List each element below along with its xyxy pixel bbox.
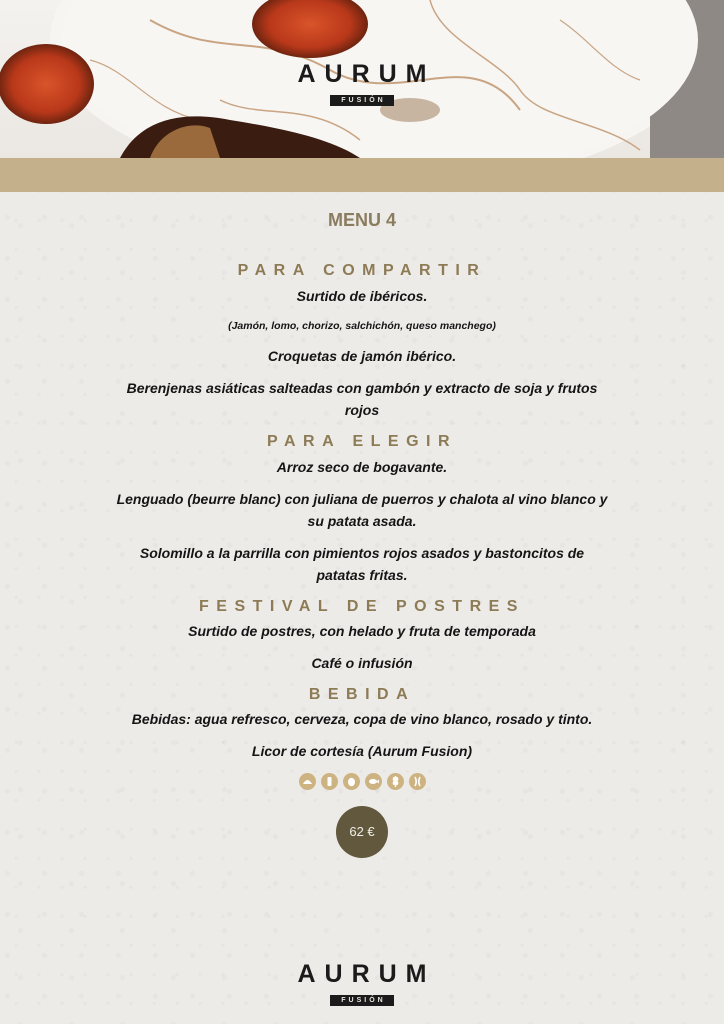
brand-subtitle: FUSIÓN xyxy=(330,95,393,106)
section-title-drinks: BEBIDA xyxy=(308,686,416,703)
menu-item: rojos xyxy=(344,402,380,418)
menu-title: MENU 4 xyxy=(327,210,396,230)
allergen-icons xyxy=(0,773,724,790)
menu-item: Bebidas: agua refresco, cerveza, copa de vino blanco, rosado y tinto. xyxy=(131,711,593,727)
gold-band xyxy=(0,158,724,192)
brand-name: AURUM xyxy=(297,60,436,88)
menu-item: Arroz seco de bogavante. xyxy=(276,459,448,475)
brand-logo-top xyxy=(0,61,724,106)
section-title-desserts: FESTIVAL DE POSTRES xyxy=(199,598,525,615)
menu-item: su patata asada. xyxy=(307,513,417,529)
shellfish-icon xyxy=(299,773,316,790)
menu-item: Surtido de ibéricos. xyxy=(296,288,428,304)
brand-subtitle: FUSIÓN xyxy=(330,995,393,1006)
section-title-share: PARA COMPARTIR xyxy=(237,262,487,279)
menu-item: Lenguado (beurre blanc) con juliana de puerros y chalota al vino blanco y xyxy=(116,491,608,507)
menu-item: Licor de cortesía (Aurum Fusion) xyxy=(251,743,473,759)
sulphite-icon xyxy=(409,773,426,790)
brand-logo-bottom xyxy=(0,961,724,1006)
egg-icon xyxy=(343,773,360,790)
section-title-choose: PARA ELEGIR xyxy=(266,433,458,450)
gluten-icon xyxy=(387,773,404,790)
menu-item: patatas fritas. xyxy=(316,567,408,583)
menu-item: Solomillo a la parrilla con pimientos rojos asados y bastoncitos de xyxy=(139,545,585,561)
menu-item: Surtido de postres, con helado y fruta de temporada xyxy=(188,623,536,639)
milk-icon xyxy=(321,773,338,790)
menu-item: Berenjenas asiáticas salteadas con gambón y extracto de soja y frutos xyxy=(126,380,598,396)
menu-item: Croquetas de jamón ibérico. xyxy=(267,348,457,364)
menu-item-note: (Jamón, lomo, chorizo, salchichón, queso manchego) xyxy=(228,320,496,332)
price-badge: 62 € xyxy=(336,806,388,858)
menu-item: Café o infusión xyxy=(311,655,413,671)
fish-icon xyxy=(365,773,382,790)
brand-name: AURUM xyxy=(297,960,436,988)
